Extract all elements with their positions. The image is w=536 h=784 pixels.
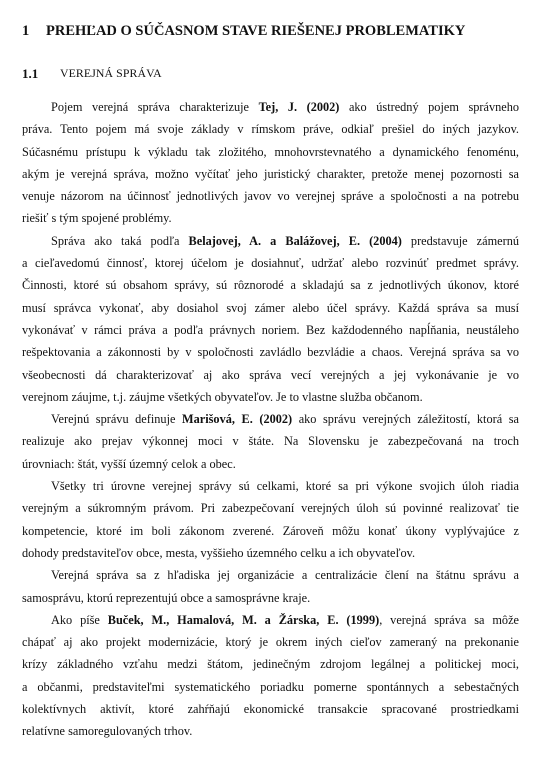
text-run: venuje názorom na účinnosť jednotlivých javov vo verejnej správe a spoločnosti a na potrebu (22, 189, 519, 204)
text-line (22, 118, 519, 140)
citation: Buček, M., Hamalová, M. a Žárska, E. (1999) (107, 612, 380, 627)
text-run: dohody predstaviteľov obce, mesta, vyššieho územného celku a ich obyvateľov. (22, 545, 416, 560)
text-run: samosprávu, ktorú reprezentujú obce a samosprávne kraje. (22, 590, 311, 605)
text-line (22, 141, 519, 163)
text-run: Správa ako taká podľa (51, 233, 189, 248)
text-line (22, 676, 519, 698)
text-run: akým je verejná správa, možno vyčítať jeho juristický charakter, pretože menej pozornosti sa (22, 166, 519, 181)
text-line (22, 364, 519, 386)
text-run: úrovniach: štát, vyšší územný celok a obec. (22, 456, 236, 471)
text-run: kompetencie, ktoré im boli zákonom zverené. Zároveň môžu konať úkony vyplývajúce z (22, 523, 519, 538)
paragraph (22, 408, 519, 475)
chapter-title: PREHĽAD O SÚČASNOM STAVE RIEŠENEJ PROBLEMATIKY (46, 23, 466, 39)
paragraph (22, 475, 519, 564)
text-line (22, 520, 519, 542)
text-line (22, 475, 519, 497)
citation: Belajovej, A. a Balážovej, E. (2004) (188, 233, 402, 248)
text-line (22, 497, 519, 519)
body-text (22, 96, 519, 743)
paragraph (22, 96, 519, 230)
text-line (22, 230, 519, 252)
citation: Tej, J. (2002) (258, 100, 340, 114)
text-line (22, 185, 519, 207)
text-line (22, 163, 519, 185)
text-run: ako ústredný pojem správneho (339, 100, 519, 114)
text-run: realizuje ako prejav výkonnej moci v štáte. Na Slovensku je zabezpečovaná na troch (22, 434, 519, 449)
section-number: 1.1 (22, 66, 39, 81)
text-run: Všetky tri úrovne verejnej správy sú celkami, ktoré sa pri výkone svojich úloh riadia (51, 479, 519, 494)
section-title: VEREJNÁ SPRÁVA (60, 66, 162, 80)
text-line (22, 720, 519, 742)
chapter-number: 1 (22, 23, 30, 39)
text-run: Verejnú správu definuje (51, 412, 183, 427)
section-heading (22, 66, 522, 82)
text-run: Verejná správa sa z hľadiska jej organizácie a centralizácie člení na štátnu správu a (51, 568, 519, 583)
text-line (22, 698, 519, 720)
text-run: kolektívnych aktivít, ktoré zahŕňajú ekonomické transakcie spracované prostriedkami (22, 702, 519, 717)
text-run: riešiť s tým spojené problémy. (22, 211, 172, 226)
text-run: a cieľavedomú činnosť, ktorej účelom je dosiahnuť, udržať alebo rozvinúť predmet správy. (22, 256, 519, 271)
text-run: Ako píše (51, 612, 108, 627)
chapter-heading (22, 23, 522, 40)
text-line (22, 453, 519, 475)
text-line (22, 319, 519, 341)
text-run: relatívne samoregulovaných trhov. (22, 724, 193, 739)
text-run: predstavuje zámernú (401, 233, 519, 248)
text-line (22, 274, 519, 296)
text-run: verejným a súkromným právom. Pri zabezpečovaní verejných úloh sú povinné realizovať tie (22, 501, 519, 516)
text-run: a občanmi, predstaviteľmi systematického poriadku pomerne spontánnych a sebestačných (22, 679, 519, 694)
text-run: Pojem verejná správa charakterizuje (51, 100, 259, 114)
text-line (22, 564, 519, 586)
citation: Marišová, E. (2002) (182, 412, 293, 427)
text-line (22, 631, 519, 653)
text-line (22, 430, 519, 452)
text-line (22, 408, 519, 430)
text-run: ako správu verejných záležitostí, ktorá sa (292, 412, 519, 427)
text-run: krízy základného vzťahu medzi štátom, jedinečným zdrojom legálnej a politickej moci, (22, 657, 519, 672)
text-run: vykonávať v rámci práva a podľa právnych noriem. Bez každodenného napĺňania, neustáleho (22, 322, 519, 337)
paragraph (22, 609, 519, 743)
text-run: rešpektovania a zákonnosti by v spoločnosti zavládlo bezvládie a chaos. Verejná správa sa vo (22, 345, 519, 360)
text-line (22, 207, 519, 229)
text-run: chápať aj ako projekt modernizácie, ktorý je okrem iných cieľov zameraný na prekonanie (22, 635, 519, 650)
text-run: verejnom záujme, t.j. záujme všetkých obyvateľov. Je to vlastne služba občanom. (22, 389, 423, 404)
text-run: Súčasnému prístupu k výkladu tak zložitého, mnohovrstevnatého a dynamického fenoménu, (22, 144, 519, 159)
text-line (22, 609, 519, 631)
text-line (22, 252, 519, 274)
text-line (22, 587, 519, 609)
text-run: musí správca vykonať, aby dosiahol svoj zámer alebo účel správy. Každá správa sa musí (22, 300, 519, 315)
text-line (22, 297, 519, 319)
text-line (22, 653, 519, 675)
text-run: , verejná správa sa môže (379, 612, 519, 627)
paragraph (22, 230, 519, 408)
text-run: všeobecnosti dá charakterizovať aj ako správa vecí verejných a jej vykonávanie je vo (22, 367, 519, 382)
text-line (22, 386, 519, 408)
text-line (22, 542, 519, 564)
text-run: práva. Tento pojem má svoje základy v rímskom práve, odkiaľ prešiel do iných jazykov. (22, 122, 519, 137)
text-line (22, 96, 519, 118)
paragraph (22, 564, 519, 609)
text-line (22, 341, 519, 363)
text-run: Činnosti, ktoré sú obsahom správy, sú rôznorodé a skladajú sa z jednotlivých úkonov, ktoré (22, 278, 519, 293)
